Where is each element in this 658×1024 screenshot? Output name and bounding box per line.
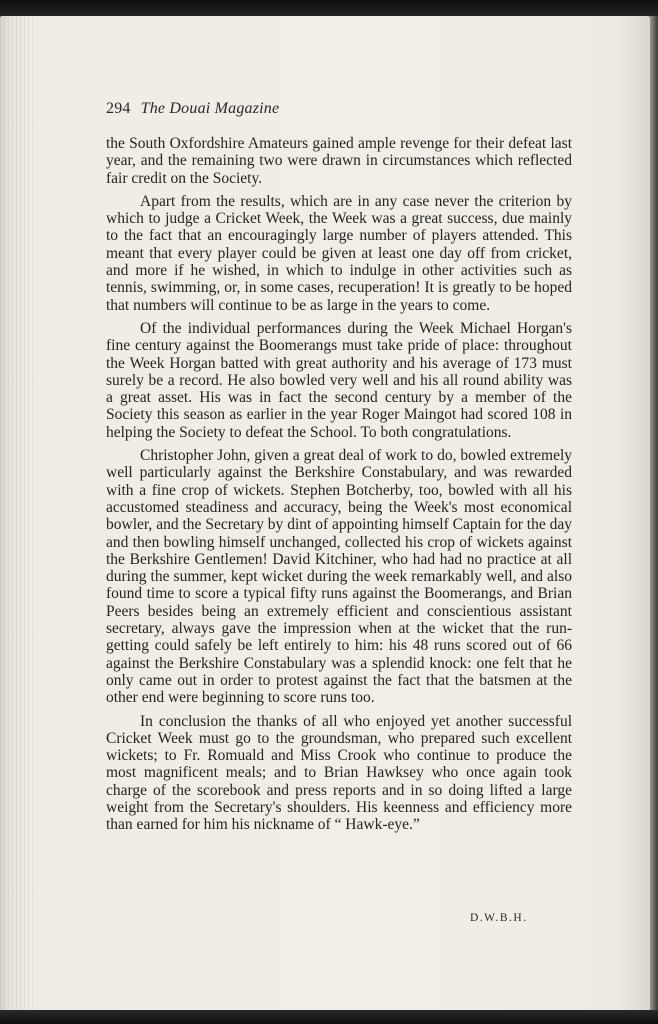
scan-bottom-border — [0, 1010, 658, 1024]
page-right-edge — [650, 16, 658, 1012]
page-binding-shadow — [0, 16, 34, 1012]
paragraph: Of the individual performances during the Week Michael Horgan's fine century against the Boomerangs must take pride of place: throughout the Week Horgan batted with great authority and his average of 173 must surely be a record. He also bowled very well and his all round ability was a great asset. His was in fact the second century by a member of the Society this season as earlier in the year Roger Maingot had scored 108 in helping the Society to defeat the School. To both congratulations. — [106, 319, 572, 441]
magazine-title: The Douai Magazine — [140, 100, 280, 117]
paragraph: Christopher John, given a great deal of work to do, bowled extremely well particularly against the Berkshire Constabulary, and was rewarded with a fine crop of wickets. Stephen Botcherby, too, bowled with all his accustomed steadiness and accuracy, being the Week's most economical bowler, and the Secretary by dint of appointing himself Captain for the day and then bowling himself unchanged, collected his crop of wickets against the Berkshire Gentlemen! David Kitchiner, who had had no practice at all during the summer, kept wicket during the week remarkably well, and also found time to score a typical fifty runs against the Boomerangs, and Brian Peers besides being an extremely efficient and conscientious assistant secretary, always gave the impression when at the wicket that the run-getting could safely be left entirely to him: his 48 runs scored out of 66 against the Berkshire Constabulary was a splendid knock: one felt that he only came out in order to protest against the fact that the batsmen at the other end were beginning to score runs too. — [106, 447, 572, 707]
paragraph: In conclusion the thanks of all who enjoyed yet another successful Cricket Week must go to the groundsman, who prepared such excellent wickets; to Fr. Romuald and Miss Crook who continue to produce the most magnificent meals; and to Brian Hawksey who once again took charge of the scorebook and press reports and in so doing lifted a large weight from the Secretary's shoulders. His keenness and efficiency more than earned for him his nickname of “ Hawk-eye.” — [106, 712, 572, 834]
paragraph: Apart from the results, which are in any case never the criterion by which to judge a Cricket Week, the Week was a great success, due mainly to the fact that an encouragingly large number of players attended. This meant that every player could be given at least one day off from cricket, and more if he wished, in which to indulge in other activities such as tennis, swimming, or, in some cases, recuperation! It is greatly to be hoped that numbers will continue to be as large in the years to come. — [106, 192, 572, 314]
paragraph: the South Oxfordshire Amateurs gained ample revenge for their defeat last year, and the remaining two were drawn in circumstances which reflected fair credit on the Society. — [106, 135, 572, 187]
author-initials: D.W.B.H. — [470, 912, 528, 924]
running-head — [106, 100, 279, 118]
article-body — [106, 135, 572, 840]
page-number: 294 — [106, 100, 131, 117]
